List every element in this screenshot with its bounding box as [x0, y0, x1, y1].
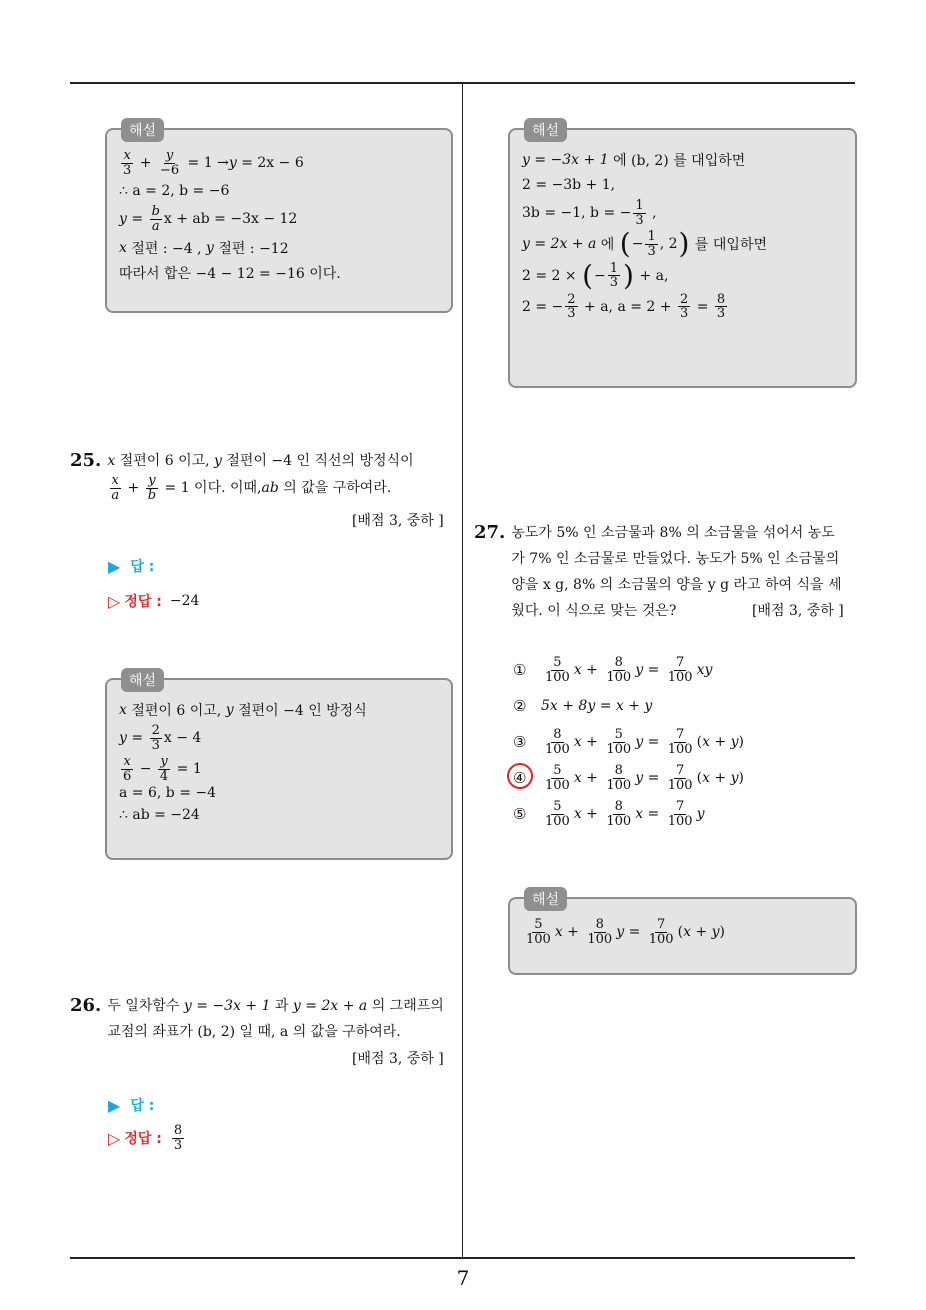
score-label: [배점 3, 중하 ] — [752, 603, 844, 619]
score-label: [배점 3, 중하 ] — [352, 1051, 444, 1067]
solution-box-26 — [508, 123, 857, 388]
answer-label: 답 : — [130, 1098, 155, 1114]
correct-label: 정답 : — [124, 594, 162, 610]
choice-list — [513, 652, 853, 832]
solution-tag: 해설 — [121, 118, 164, 142]
solution-line: $\frac{x}{6}$ − $\frac{y}{4}$ = 1 — [123, 754, 202, 784]
correct-answer-row — [108, 1124, 186, 1152]
solution-box-25 — [105, 673, 453, 860]
question-26: 26. 두 일차함수 y = −3x + 1 과 y = 2x + a 의 그래프의 교점의 좌표가 (b, 2) 일 때, a 의 값을 구하여라. — [70, 993, 455, 1045]
play-arrow-icon: ▶ — [108, 556, 121, 576]
solution-line: 2 = − $\frac{2}{3}$ + a, a = 2 + $\frac{2}{3}$ = $\frac{8}{3}$ — [522, 291, 726, 322]
solution-line: y = $\frac{2}{3}$ x − 4 — [119, 723, 202, 753]
question-27: 27. 농도가 5% 인 소금물과 8% 의 소금물을 섞어서 농도 가 7% 인 소금물로 만들었다. 농도가 5% 인 소금물의 양을 x g, 8% 의 소금물의 양을 y g 라고 하여 식을 세 웠다. 이 식으로 맞는 것은? — [474, 520, 864, 624]
solution-tag: 해설 — [524, 118, 567, 142]
solution-line: 3b = −1, b = − $\frac{1}{3}$ , — [522, 198, 657, 228]
question-25: 25. x 절편이 6 이고, y 절편이 −4 인 직선의 방정식이 $\frac{x}{a}$ + $\frac{y}{b}$ = 1 이다. 이때, ab 의 값을 구하여라. — [70, 450, 414, 503]
choice-4[interactable]: ④ $\frac{5}{100}$ x + $\frac{8}{100}$ y = $\frac{7}{100}$ ( x + y ) — [513, 760, 853, 796]
play-arrow-icon: ▶ — [108, 1095, 121, 1115]
answer-row[interactable] — [108, 1095, 154, 1115]
score-label: [배점 3, 중하 ] — [352, 513, 444, 529]
solution-line: y = 2x + a 에 ( − $\frac{1}{3}$ , 2 ) 를 대입하면 — [522, 227, 767, 261]
question-number: 27. — [474, 522, 506, 543]
choice-5[interactable]: ⑤ $\frac{5}{100}$ x + $\frac{8}{100}$ x = $\frac{7}{100}$ y — [513, 798, 705, 829]
solution-line: 2 = −3b + 1, — [522, 177, 616, 193]
solution-tag: 해설 — [121, 668, 164, 692]
solution-line: $\frac{x}{3}$ + $\frac{y}{-6}$ = 1 → y = 2x − 6 — [123, 148, 304, 178]
choice-3[interactable]: ③ $\frac{8}{100}$ x + $\frac{5}{100}$ y = $\frac{7}{100}$ ( x + y ) — [513, 726, 744, 757]
correct-value: $\frac{8}{3}$ — [173, 1123, 183, 1153]
solution-line: y = $\frac{b}{a}$ x + ab = −3x − 12 — [119, 204, 298, 234]
column-divider — [462, 84, 463, 1258]
solution-line: 2 = 2 × ( − $\frac{1}{3}$ ) + a, — [522, 258, 669, 292]
triangle-outline-icon: ▷ — [108, 1128, 121, 1148]
triangle-outline-icon: ▷ — [108, 591, 121, 611]
solution-line: x 절편 : −4 , y 절편 : −12 — [119, 239, 289, 257]
solution-line: a = 6, b = −4 — [119, 784, 217, 801]
solution-tag: 해설 — [524, 887, 567, 911]
selected-circle-icon — [507, 763, 533, 789]
bottom-rule — [70, 1257, 855, 1259]
solution-line: $\frac{5}{100}$ x + $\frac{8}{100}$ y = $\frac{7}{100}$ ( x + y ) — [526, 917, 725, 947]
solution-line: ∴ ab = −24 — [119, 806, 200, 823]
solution-line: x 절편이 6 이고, y 절편이 −4 인 방정식 — [119, 702, 367, 719]
answer-label: 답 : — [130, 559, 155, 575]
question-number: 26. — [70, 995, 102, 1016]
correct-value: −24 — [169, 593, 200, 609]
solution-line: y = −3x + 1 에 (b, 2) 를 대입하면 — [522, 152, 746, 169]
question-number: 25. — [70, 450, 102, 471]
solution-box-24 — [105, 123, 453, 313]
solution-line: ∴ a = 2, b = −6 — [119, 183, 230, 200]
choice-1[interactable]: ① $\frac{5}{100}$ x + $\frac{8}{100}$ y = $\frac{7}{100}$ xy — [513, 654, 713, 685]
correct-answer-row — [108, 591, 199, 611]
answer-row[interactable] — [108, 556, 154, 576]
solution-line: 따라서 합은 −4 − 12 = −16 이다. — [119, 265, 341, 282]
solution-box-27 — [508, 892, 857, 975]
choice-2[interactable]: ② 5x + 8y = x + y — [513, 697, 653, 715]
page-number: 7 — [456, 1266, 470, 1290]
correct-label: 정답 : — [124, 1131, 162, 1148]
